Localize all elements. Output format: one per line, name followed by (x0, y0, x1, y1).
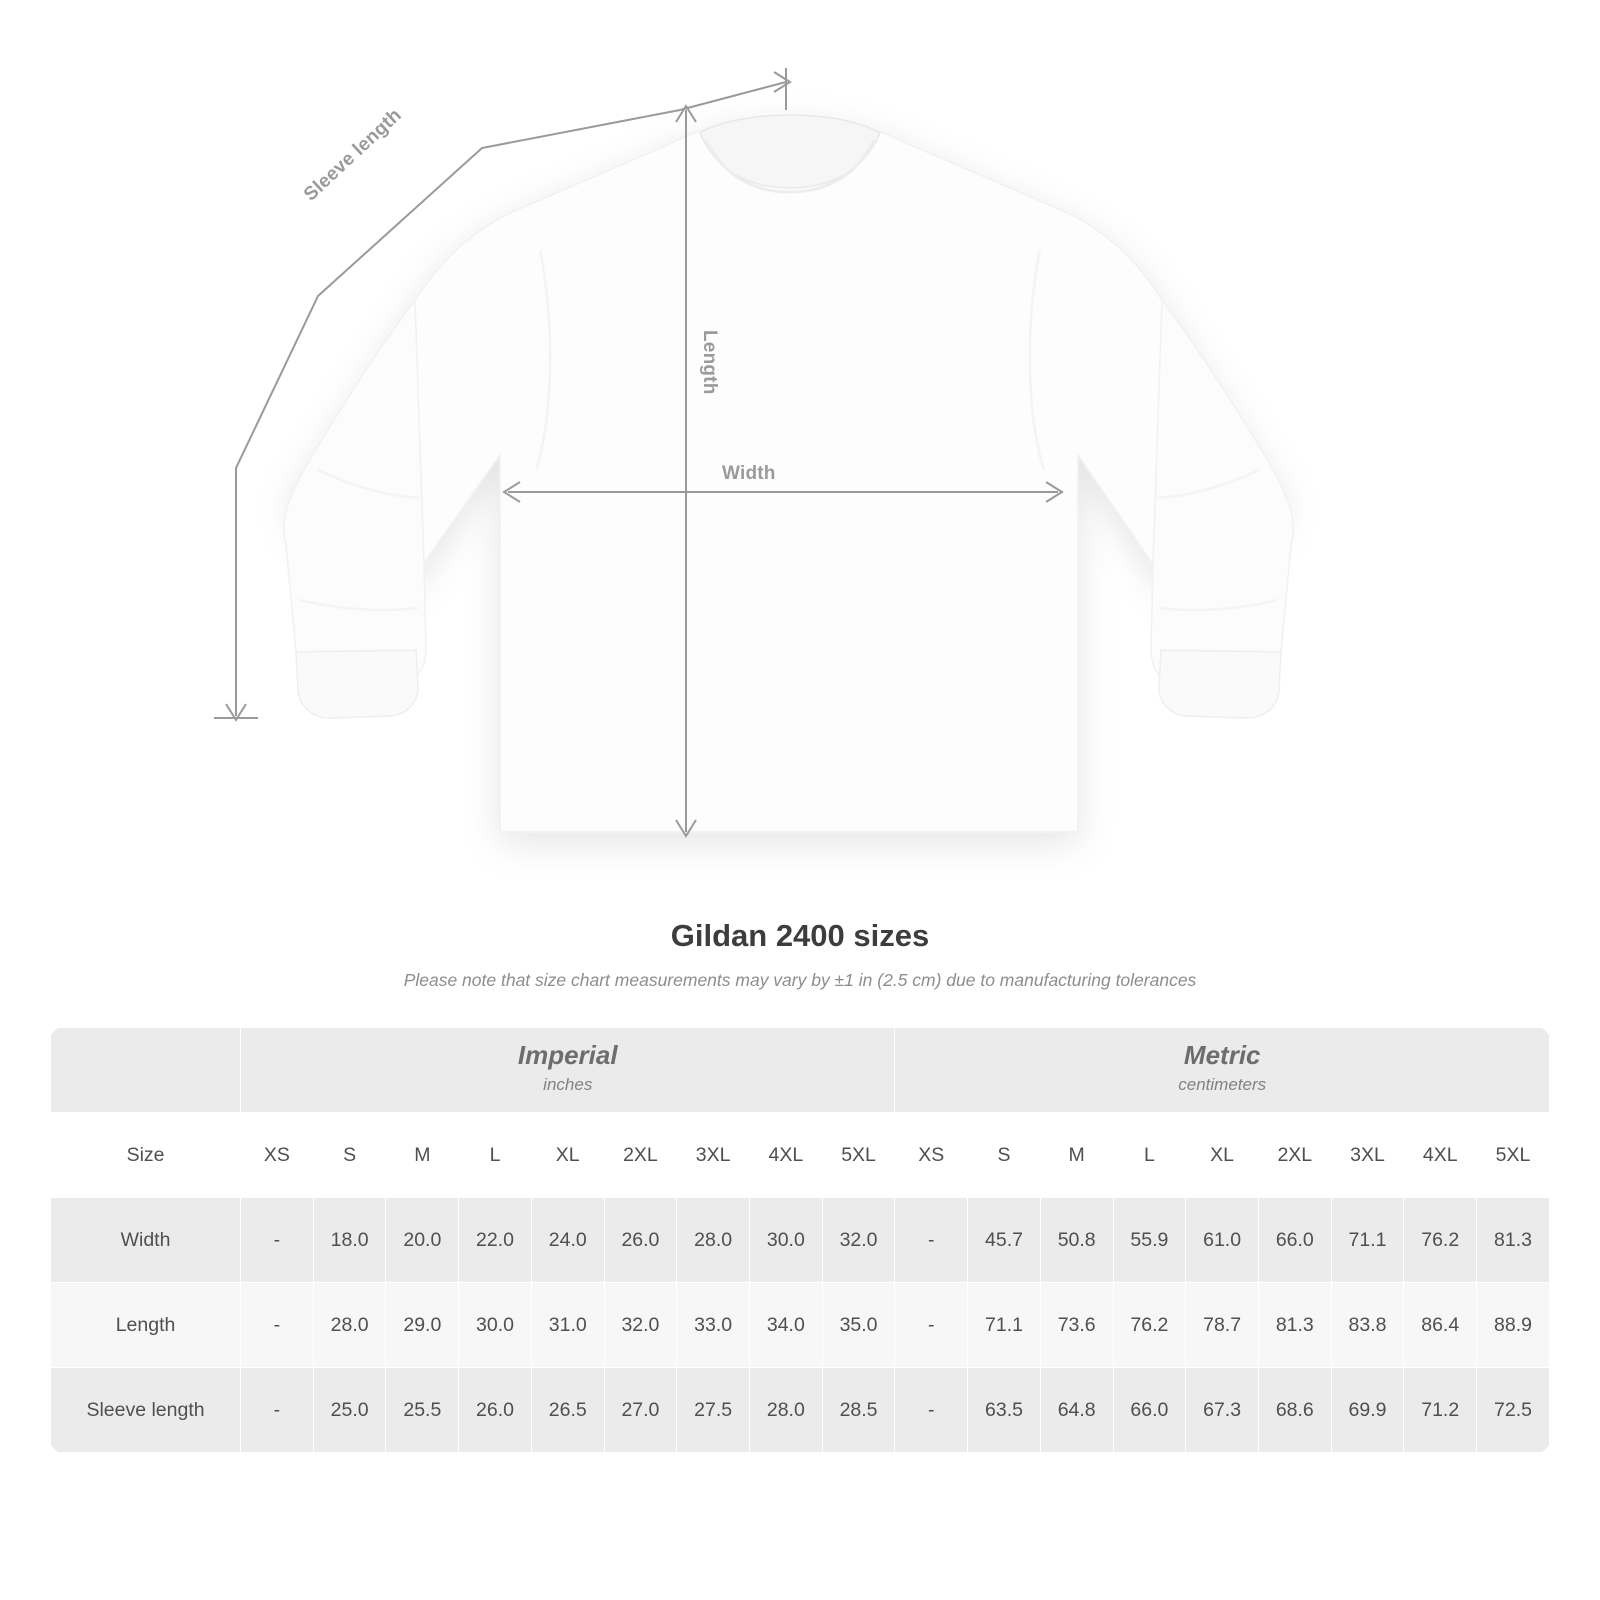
cell-sleeve-metric-xs: - (895, 1368, 968, 1453)
cell-width-imperial-4xl: 30.0 (749, 1198, 822, 1283)
cell-sleeve-imperial-xs: - (241, 1368, 314, 1453)
cell-length-metric-xl: 78.7 (1186, 1283, 1259, 1368)
table-row (51, 1198, 1550, 1283)
size-header-imperial-m: M (386, 1113, 459, 1198)
size-header-metric-s: S (968, 1113, 1041, 1198)
size-header-imperial-l: L (459, 1113, 532, 1198)
size-header-imperial-2xl: 2XL (604, 1113, 677, 1198)
units-spacer-cell (51, 1028, 241, 1113)
cell-width-metric-4xl: 76.2 (1404, 1198, 1477, 1283)
cell-width-metric-s: 45.7 (968, 1198, 1041, 1283)
imperial-unit-sub: inches (543, 1075, 593, 1095)
size-header-metric-5xl: 5XL (1477, 1113, 1550, 1198)
cell-width-imperial-3xl: 28.0 (677, 1198, 750, 1283)
table-row (51, 1283, 1550, 1368)
size-header-imperial-xs: XS (241, 1113, 314, 1198)
size-header-metric-3xl: 3XL (1331, 1113, 1404, 1198)
imperial-unit-name: Imperial (517, 1040, 618, 1071)
cell-sleeve-metric-m: 64.8 (1040, 1368, 1113, 1453)
cell-sleeve-imperial-m: 25.5 (386, 1368, 459, 1453)
cell-length-metric-m: 73.6 (1040, 1283, 1113, 1368)
cell-length-metric-3xl: 83.8 (1331, 1283, 1404, 1368)
cell-length-imperial-m: 29.0 (386, 1283, 459, 1368)
cell-sleeve-metric-3xl: 69.9 (1331, 1368, 1404, 1453)
size-header-imperial-xl: XL (531, 1113, 604, 1198)
size-header-imperial-3xl: 3XL (677, 1113, 750, 1198)
metric-unit-name: Metric (1183, 1040, 1261, 1071)
tolerance-note: Please note that size chart measurements may vary by ±1 in (2.5 cm) due to manufacturing tolerances (403, 970, 1197, 990)
size-chart-table (50, 1027, 1550, 1453)
cell-width-imperial-m: 20.0 (386, 1198, 459, 1283)
size-header-imperial-5xl: 5XL (822, 1113, 895, 1198)
row-label-width: Width (51, 1198, 241, 1283)
size-header-label: Size (51, 1113, 241, 1198)
row-label-length: Length (51, 1283, 241, 1368)
metric-unit-sub: centimeters (1178, 1075, 1267, 1095)
cell-width-imperial-xs: - (241, 1198, 314, 1283)
cell-sleeve-imperial-2xl: 27.0 (604, 1368, 677, 1453)
size-header-metric-l: L (1113, 1113, 1186, 1198)
cell-length-metric-4xl: 86.4 (1404, 1283, 1477, 1368)
cell-length-imperial-l: 30.0 (459, 1283, 532, 1368)
size-header-row (51, 1113, 1550, 1198)
cell-width-metric-xs: - (895, 1198, 968, 1283)
cell-width-imperial-xl: 24.0 (531, 1198, 604, 1283)
cell-width-metric-xl: 61.0 (1186, 1198, 1259, 1283)
row-label-sleeve-length: Sleeve length (51, 1368, 241, 1453)
sleeve-length-label: Sleeve length (300, 104, 406, 206)
size-header-imperial-s: S (313, 1113, 386, 1198)
cell-sleeve-imperial-s: 25.0 (313, 1368, 386, 1453)
cell-length-metric-xs: - (895, 1283, 968, 1368)
table-row (51, 1368, 1550, 1453)
cell-length-imperial-4xl: 34.0 (749, 1283, 822, 1368)
cell-width-imperial-5xl: 32.0 (822, 1198, 895, 1283)
size-header-metric-m: M (1040, 1113, 1113, 1198)
page-title: Gildan 2400 sizes (670, 918, 930, 953)
cell-sleeve-imperial-3xl: 27.5 (677, 1368, 750, 1453)
cell-length-imperial-s: 28.0 (313, 1283, 386, 1368)
units-header-row (51, 1028, 1550, 1113)
cell-length-imperial-xs: - (241, 1283, 314, 1368)
cell-length-imperial-xl: 31.0 (531, 1283, 604, 1368)
cell-width-metric-m: 50.8 (1040, 1198, 1113, 1283)
size-header-metric-2xl: 2XL (1258, 1113, 1331, 1198)
cell-width-imperial-l: 22.0 (459, 1198, 532, 1283)
cell-width-metric-l: 55.9 (1113, 1198, 1186, 1283)
cell-length-metric-2xl: 81.3 (1258, 1283, 1331, 1368)
size-header-metric-xs: XS (895, 1113, 968, 1198)
cell-sleeve-imperial-4xl: 28.0 (749, 1368, 822, 1453)
cell-length-imperial-2xl: 32.0 (604, 1283, 677, 1368)
title-block (0, 918, 1600, 991)
cell-sleeve-imperial-xl: 26.5 (531, 1368, 604, 1453)
cell-length-imperial-3xl: 33.0 (677, 1283, 750, 1368)
length-label: Length (699, 330, 720, 395)
size-header-metric-4xl: 4XL (1404, 1113, 1477, 1198)
cell-sleeve-metric-xl: 67.3 (1186, 1368, 1259, 1453)
cell-length-imperial-5xl: 35.0 (822, 1283, 895, 1368)
cell-width-imperial-2xl: 26.0 (604, 1198, 677, 1283)
cell-length-metric-5xl: 88.9 (1477, 1283, 1550, 1368)
size-header-metric-xl: XL (1186, 1113, 1259, 1198)
width-label: Width (722, 463, 776, 484)
cell-sleeve-metric-l: 66.0 (1113, 1368, 1186, 1453)
size-header-imperial-4xl: 4XL (749, 1113, 822, 1198)
cell-sleeve-imperial-5xl: 28.5 (822, 1368, 895, 1453)
cell-sleeve-metric-4xl: 71.2 (1404, 1368, 1477, 1453)
cell-length-metric-l: 76.2 (1113, 1283, 1186, 1368)
metric-header-cell (895, 1028, 1550, 1113)
cell-sleeve-metric-5xl: 72.5 (1477, 1368, 1550, 1453)
cell-width-imperial-s: 18.0 (313, 1198, 386, 1283)
imperial-header-cell (241, 1028, 895, 1113)
cell-length-metric-s: 71.1 (968, 1283, 1041, 1368)
cell-sleeve-imperial-l: 26.0 (459, 1368, 532, 1453)
cell-width-metric-2xl: 66.0 (1258, 1198, 1331, 1283)
cell-sleeve-metric-s: 63.5 (968, 1368, 1041, 1453)
cell-width-metric-3xl: 71.1 (1331, 1198, 1404, 1283)
size-chart-table-wrapper (50, 1027, 1550, 1453)
cell-width-metric-5xl: 81.3 (1477, 1198, 1550, 1283)
cell-sleeve-metric-2xl: 68.6 (1258, 1368, 1331, 1453)
